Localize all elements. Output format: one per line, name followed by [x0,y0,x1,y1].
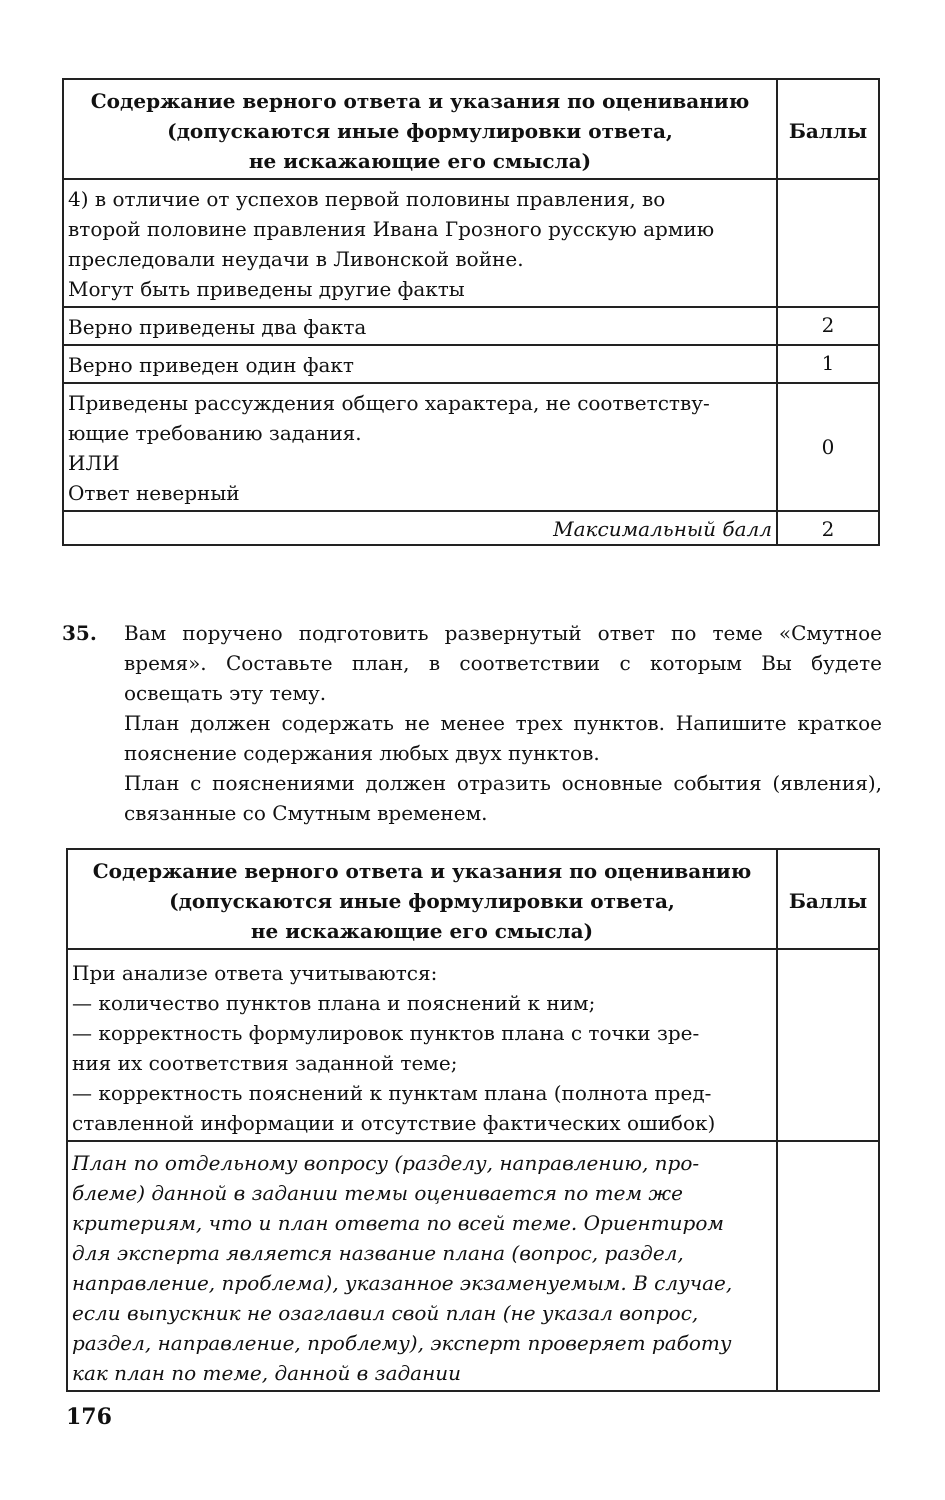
table-row [63,383,879,511]
criterion-line: ИЛИ [68,451,120,475]
note-line: направление, проблема), указанное экзаменуемым. В случае, [72,1271,733,1295]
answer-line: преследовали неудачи в Ливонской войне. [68,247,524,271]
answer-cell [63,179,777,307]
note-line: План по отдельному вопросу (разделу, направлению, про- [72,1151,700,1175]
table-row [63,345,879,383]
criterion-line: Приведены рассуждения общего характера, не соответству- [68,391,710,415]
empty-score-cell [777,949,879,1141]
answer-line: второй половине правления Ивана Грозного русскую армию [68,217,715,241]
page-number: 176 [66,1404,112,1430]
empty-score-cell [777,179,879,307]
criteria-line: ставленной информации и отсутствие фактических ошибок) [72,1111,716,1135]
task-paragraph: Вам поручено подготовить развернутый ответ по теме «Смутное время». Составьте план, в соответствии с которым Вы будете освещать эту тему. [124,621,882,705]
table-row [63,307,879,345]
header-line: не искажающие его смысла) [250,919,594,943]
criteria-line: — корректность пояснений к пунктам плана (полнота пред- [72,1081,712,1105]
note-line: как план по теме, данной в задании [72,1361,462,1385]
header-content-cell [67,849,777,949]
table-header-row [63,79,879,179]
header-line: (допускаются иные формулировки ответа, [169,889,675,913]
note-line: раздел, направление, проблему), эксперт проверяет работу [72,1331,732,1355]
score-cell: 2 [777,307,879,345]
table-header-row [67,849,879,949]
table-row [67,949,879,1141]
score-cell: 1 [777,345,879,383]
scoring-table-35 [66,848,880,1392]
header-line: Содержание верного ответа и указания по оцениванию [92,859,752,883]
note-line: для эксперта является название плана (вопрос, раздел, [72,1241,684,1265]
task-text [124,618,882,828]
criterion-cell: Верно приведены два факта [63,307,777,345]
table-row [63,179,879,307]
header-line: не искажающие его смысла) [248,149,592,173]
note-line: блеме) данной в задании темы оценивается по тем же [72,1181,683,1205]
note-line: критериям, что и план ответа по всей теме. Ориентиром [72,1211,724,1235]
header-score-cell: Баллы [777,79,879,179]
criterion-line: ющие требованию задания. [68,421,362,445]
max-score-label: Максимальный балл [63,511,777,545]
score-cell: 0 [777,383,879,511]
header-line: (допускаются иные формулировки ответа, [167,119,673,143]
criteria-line: — корректность формулировок пунктов плана с точки зре- [72,1021,700,1045]
table-row [67,1141,879,1391]
task-paragraph: План должен содержать не менее трех пунктов. Напишите краткое пояснение содержания любых двух пунктов. [124,711,882,765]
scoring-table-34 [62,78,880,546]
header-line: Содержание верного ответа и указания по оцениванию [90,89,750,113]
header-score-cell: Баллы [777,849,879,949]
note-line: если выпускник не озаглавил свой план (не указал вопрос, [72,1301,699,1325]
empty-score-cell [777,1141,879,1391]
criteria-line: — количество пунктов плана и пояснений к ним; [72,991,596,1015]
criterion-cell [63,383,777,511]
header-content-cell [63,79,777,179]
criteria-line: ния их соответствия заданной теме; [72,1051,458,1075]
task-paragraph: План с пояснениями должен отразить основные события (явления), связанные со Смутным временем. [124,771,882,825]
answer-line: Могут быть приведены другие факты [68,277,465,301]
criteria-cell [67,949,777,1141]
criteria-line: При анализе ответа учитываются: [72,961,438,985]
note-cell [67,1141,777,1391]
task-35 [62,618,882,828]
criterion-line: Ответ неверный [68,481,240,505]
answer-line: 4) в отличие от успехов первой половины правления, во [68,187,666,211]
criterion-cell: Верно приведен один факт [63,345,777,383]
table-row [63,511,879,545]
task-number: 35. [62,621,97,645]
max-score-value: 2 [777,511,879,545]
